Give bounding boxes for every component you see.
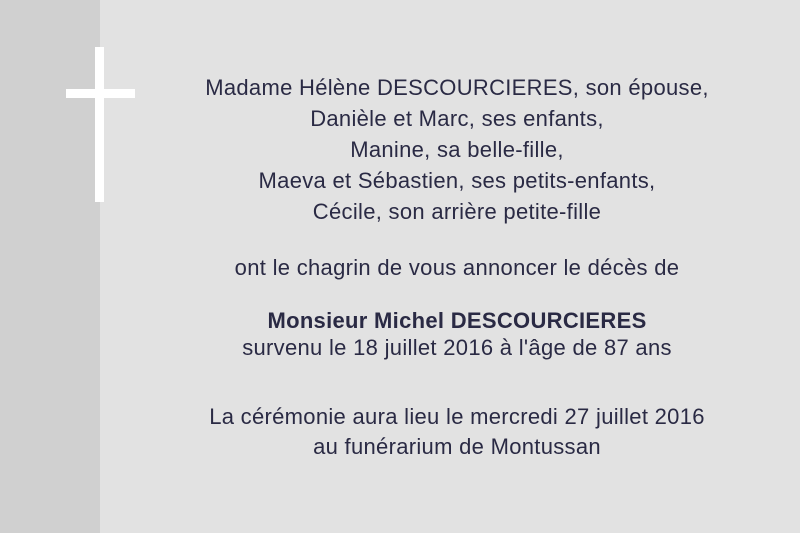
family-line-children: Danièle et Marc, ses enfants, xyxy=(310,106,604,131)
family-lines xyxy=(114,72,800,227)
ceremony-date-line: La cérémonie aura lieu le mercredi 27 juillet 2016 xyxy=(209,404,705,429)
family-line-grandchildren: Maeva et Sébastien, ses petits-enfants, xyxy=(258,168,656,193)
intro-line xyxy=(114,252,800,283)
family-line-daughter-in-law: Manine, sa belle-fille, xyxy=(350,137,564,162)
family-line-great-grandchild: Cécile, son arrière petite-fille xyxy=(312,199,602,224)
intro-line-text: ont le chagrin de vous annoncer le décès de xyxy=(234,255,680,280)
ceremony-block xyxy=(114,402,800,462)
cross-vertical-bar xyxy=(95,47,104,202)
deceased-name: Monsieur Michel DESCOURCIERES xyxy=(267,308,647,333)
ceremony-place-line: au funérarium de Montussan xyxy=(313,434,601,459)
deceased-block xyxy=(114,307,800,361)
death-date-line: survenu le 18 juillet 2016 à l'âge de 87 ans xyxy=(242,335,672,360)
family-line-spouse: Madame Hélène DESCOURCIERES, son épouse, xyxy=(205,75,709,100)
